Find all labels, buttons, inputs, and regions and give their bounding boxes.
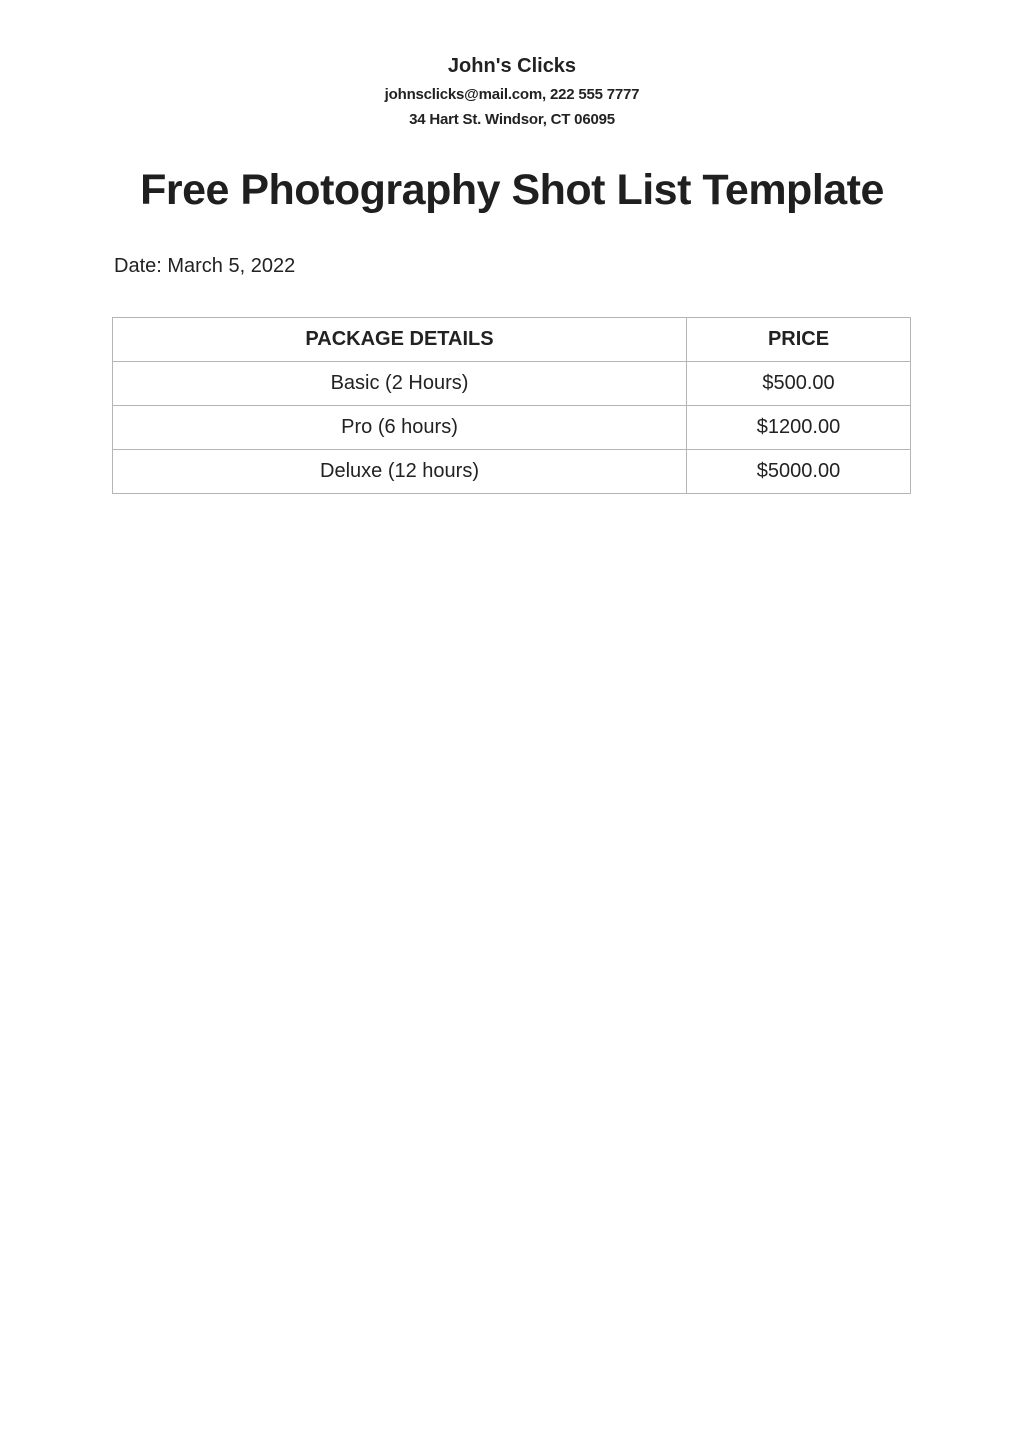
column-header-price: PRICE <box>687 318 911 362</box>
page-title: Free Photography Shot List Template <box>140 166 884 214</box>
company-contact: johnsclicks@mail.com, 222 555 7777 <box>384 86 640 103</box>
table-header-row <box>113 318 911 362</box>
table-row <box>113 406 911 450</box>
table-row <box>113 362 911 406</box>
document-date: Date: March 5, 2022 <box>114 255 296 277</box>
company-header <box>0 50 1024 132</box>
company-address: 34 Hart St. Windsor, CT 06095 <box>409 111 615 128</box>
package-price-table <box>112 317 911 494</box>
package-details-cell: Basic (2 Hours) <box>113 362 687 406</box>
package-price-cell: $500.00 <box>687 362 911 406</box>
package-details-cell: Pro (6 hours) <box>113 406 687 450</box>
table-row <box>113 450 911 494</box>
package-details-cell: Deluxe (12 hours) <box>113 450 687 494</box>
company-name: John's Clicks <box>447 55 577 77</box>
package-price-cell: $1200.00 <box>687 406 911 450</box>
column-header-package-details: PACKAGE DETAILS <box>113 318 687 362</box>
package-price-cell: $5000.00 <box>687 450 911 494</box>
